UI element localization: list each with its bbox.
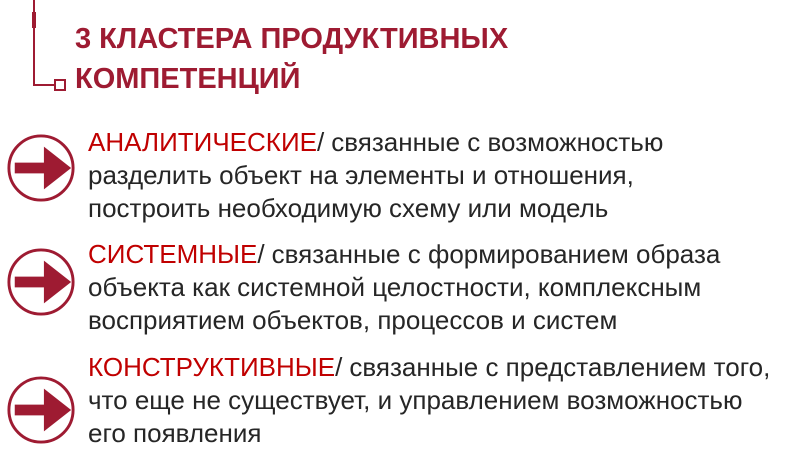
corner-decoration-square (54, 79, 66, 91)
item-keyword: АНАЛИТИЧЕСКИЕ (88, 127, 317, 157)
item-line (88, 351, 788, 384)
item-separator: / (335, 352, 343, 382)
corner-decoration-horizontal-line (33, 84, 55, 86)
item-text-line: что еще не существует, и управлением возможностью (88, 385, 743, 415)
item-keyword: КОНСТРУКТИВНЫЕ (88, 352, 336, 382)
item-line (88, 238, 788, 271)
item-text-line: разделить объект на элементы и отношения, (88, 160, 634, 190)
item-separator: / (316, 127, 325, 157)
item-text-line: связанные с формированием образа (271, 239, 721, 269)
item-keyword: СИСТЕМНЫЕ (88, 239, 258, 269)
item-line (88, 126, 788, 159)
item-text-line: связанные с представлением того, (349, 352, 771, 382)
item-text-line: его появления (88, 418, 262, 448)
item-text-line: восприятием объектов, процессов и систем (88, 305, 618, 335)
competency-item-constructive (88, 351, 788, 450)
item-separator: / (257, 239, 265, 269)
competency-item-system (88, 238, 788, 337)
slide-title: 3 КЛАСТЕРА ПРОДУКТИВНЫХ КОМПЕТЕНЦИЙ (75, 23, 509, 95)
item-text-line: связанные с возможностью (331, 127, 664, 157)
item-text-line: объекта как системной целостности, комплексным (88, 272, 702, 302)
arrow-right-circle-icon (6, 133, 76, 203)
arrow-right-circle-icon (6, 375, 76, 445)
corner-decoration-accent (32, 12, 36, 28)
item-text-line: построить необходимую схему или модель (88, 193, 609, 223)
competency-item-analytical (88, 126, 788, 225)
arrow-right-circle-icon (6, 247, 76, 317)
